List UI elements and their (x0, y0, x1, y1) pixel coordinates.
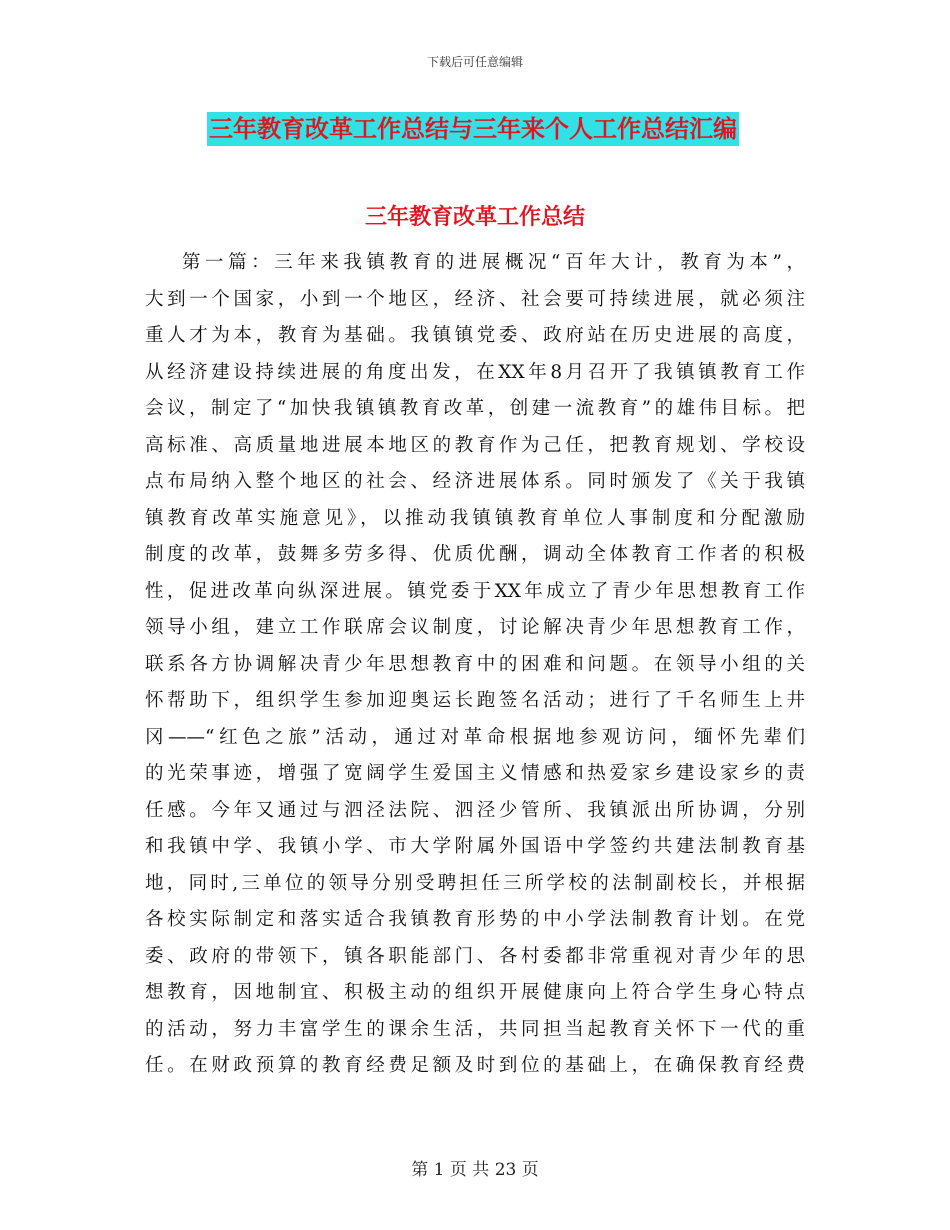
body-line: 想教育，因地制宜、积极主动的组织开展健康向上符合学生身心特点 (145, 982, 805, 1003)
body-line: 性，促进改革向纵深进展。镇党委于XX年成立了青少年思想教育工作 (145, 580, 805, 602)
body-line: 点布局纳入整个地区的社会、经济进展体系。同时颁发了《关于我镇 (145, 471, 805, 492)
body-line: 会议，制定了“加快我镇镇教育改革，创建一流教育”的雄伟目标。把 (145, 398, 805, 419)
main-title: 三年教育改革工作总结与三年来个人工作总结汇编 (207, 112, 739, 146)
body-line: 第一篇：三年来我镇教育的进展概况“百年大计，教育为本”， (182, 252, 805, 273)
header-note: 下载后可任意编辑 (426, 55, 523, 69)
body-line: 从经济建设持续进展的角度出发，在XX年8月召开了我镇镇教育工作 (145, 361, 805, 383)
body-line: 制度的改革，鼓舞多劳多得、优质优酬，调动全体教育工作者的积极 (145, 544, 805, 565)
section-title: 三年教育改革工作总结 (364, 205, 585, 230)
page-footer: 第 1 页 共 23 页 (411, 1160, 539, 1180)
body-line: 重人才为本，教育为基础。我镇镇党委、政府站在历史进展的高度， (145, 325, 805, 346)
body-line: 任感。今年又通过与泗泾法院、泗泾少管所、我镇派出所协调，分别 (145, 799, 805, 821)
body-line: 高标准、高质量地进展本地区的教育作为己任，把教育规划、学校设 (145, 434, 805, 456)
body-line: 领导小组，建立工作联席会议制度，讨论解决青少年思想教育工作， (145, 617, 805, 638)
body-line: 的光荣事迹，增强了宽阔学生爱国主义情感和热爱家乡建设家乡的责 (145, 763, 805, 784)
body-text (145, 245, 805, 1085)
body-line: 怀帮助下，组织学生参加迎奥运长跑签名活动；进行了千名师生上井 (145, 690, 805, 711)
body-line: 地，同时,三单位的领导分别受聘担任三所学校的法制副校长，并根据 (145, 872, 805, 894)
body-line: 和我镇中学、我镇小学、市大学附属外国语中学签约共建法制教育基 (145, 836, 805, 857)
body-line: 的活动，努力丰富学生的课余生活，共同担当起教育关怀下一代的重 (145, 1018, 805, 1040)
body-line: 各校实际制定和落实适合我镇教育形势的中小学法制教育计划。在党 (145, 909, 805, 930)
body-line: 镇教育改革实施意见》，以推动我镇镇教育单位人事制度和分配激励 (145, 507, 805, 529)
body-line: 联系各方协调解决青少年思想教育中的困难和问题。在领导小组的关 (145, 653, 805, 675)
body-line: 委、政府的带领下，镇各职能部门、各村委都非常重视对青少年的思 (145, 945, 805, 967)
body-line: 冈——“红色之旅”活动，通过对革命根据地参观访问，缅怀先辈们 (145, 726, 805, 748)
body-line: 任。在财政预算的教育经费足额及时到位的基础上，在确保教育经费 (145, 1055, 805, 1076)
body-line: 大到一个国家，小到一个地区，经济、社会要可持续进展，就必须注 (145, 288, 805, 310)
